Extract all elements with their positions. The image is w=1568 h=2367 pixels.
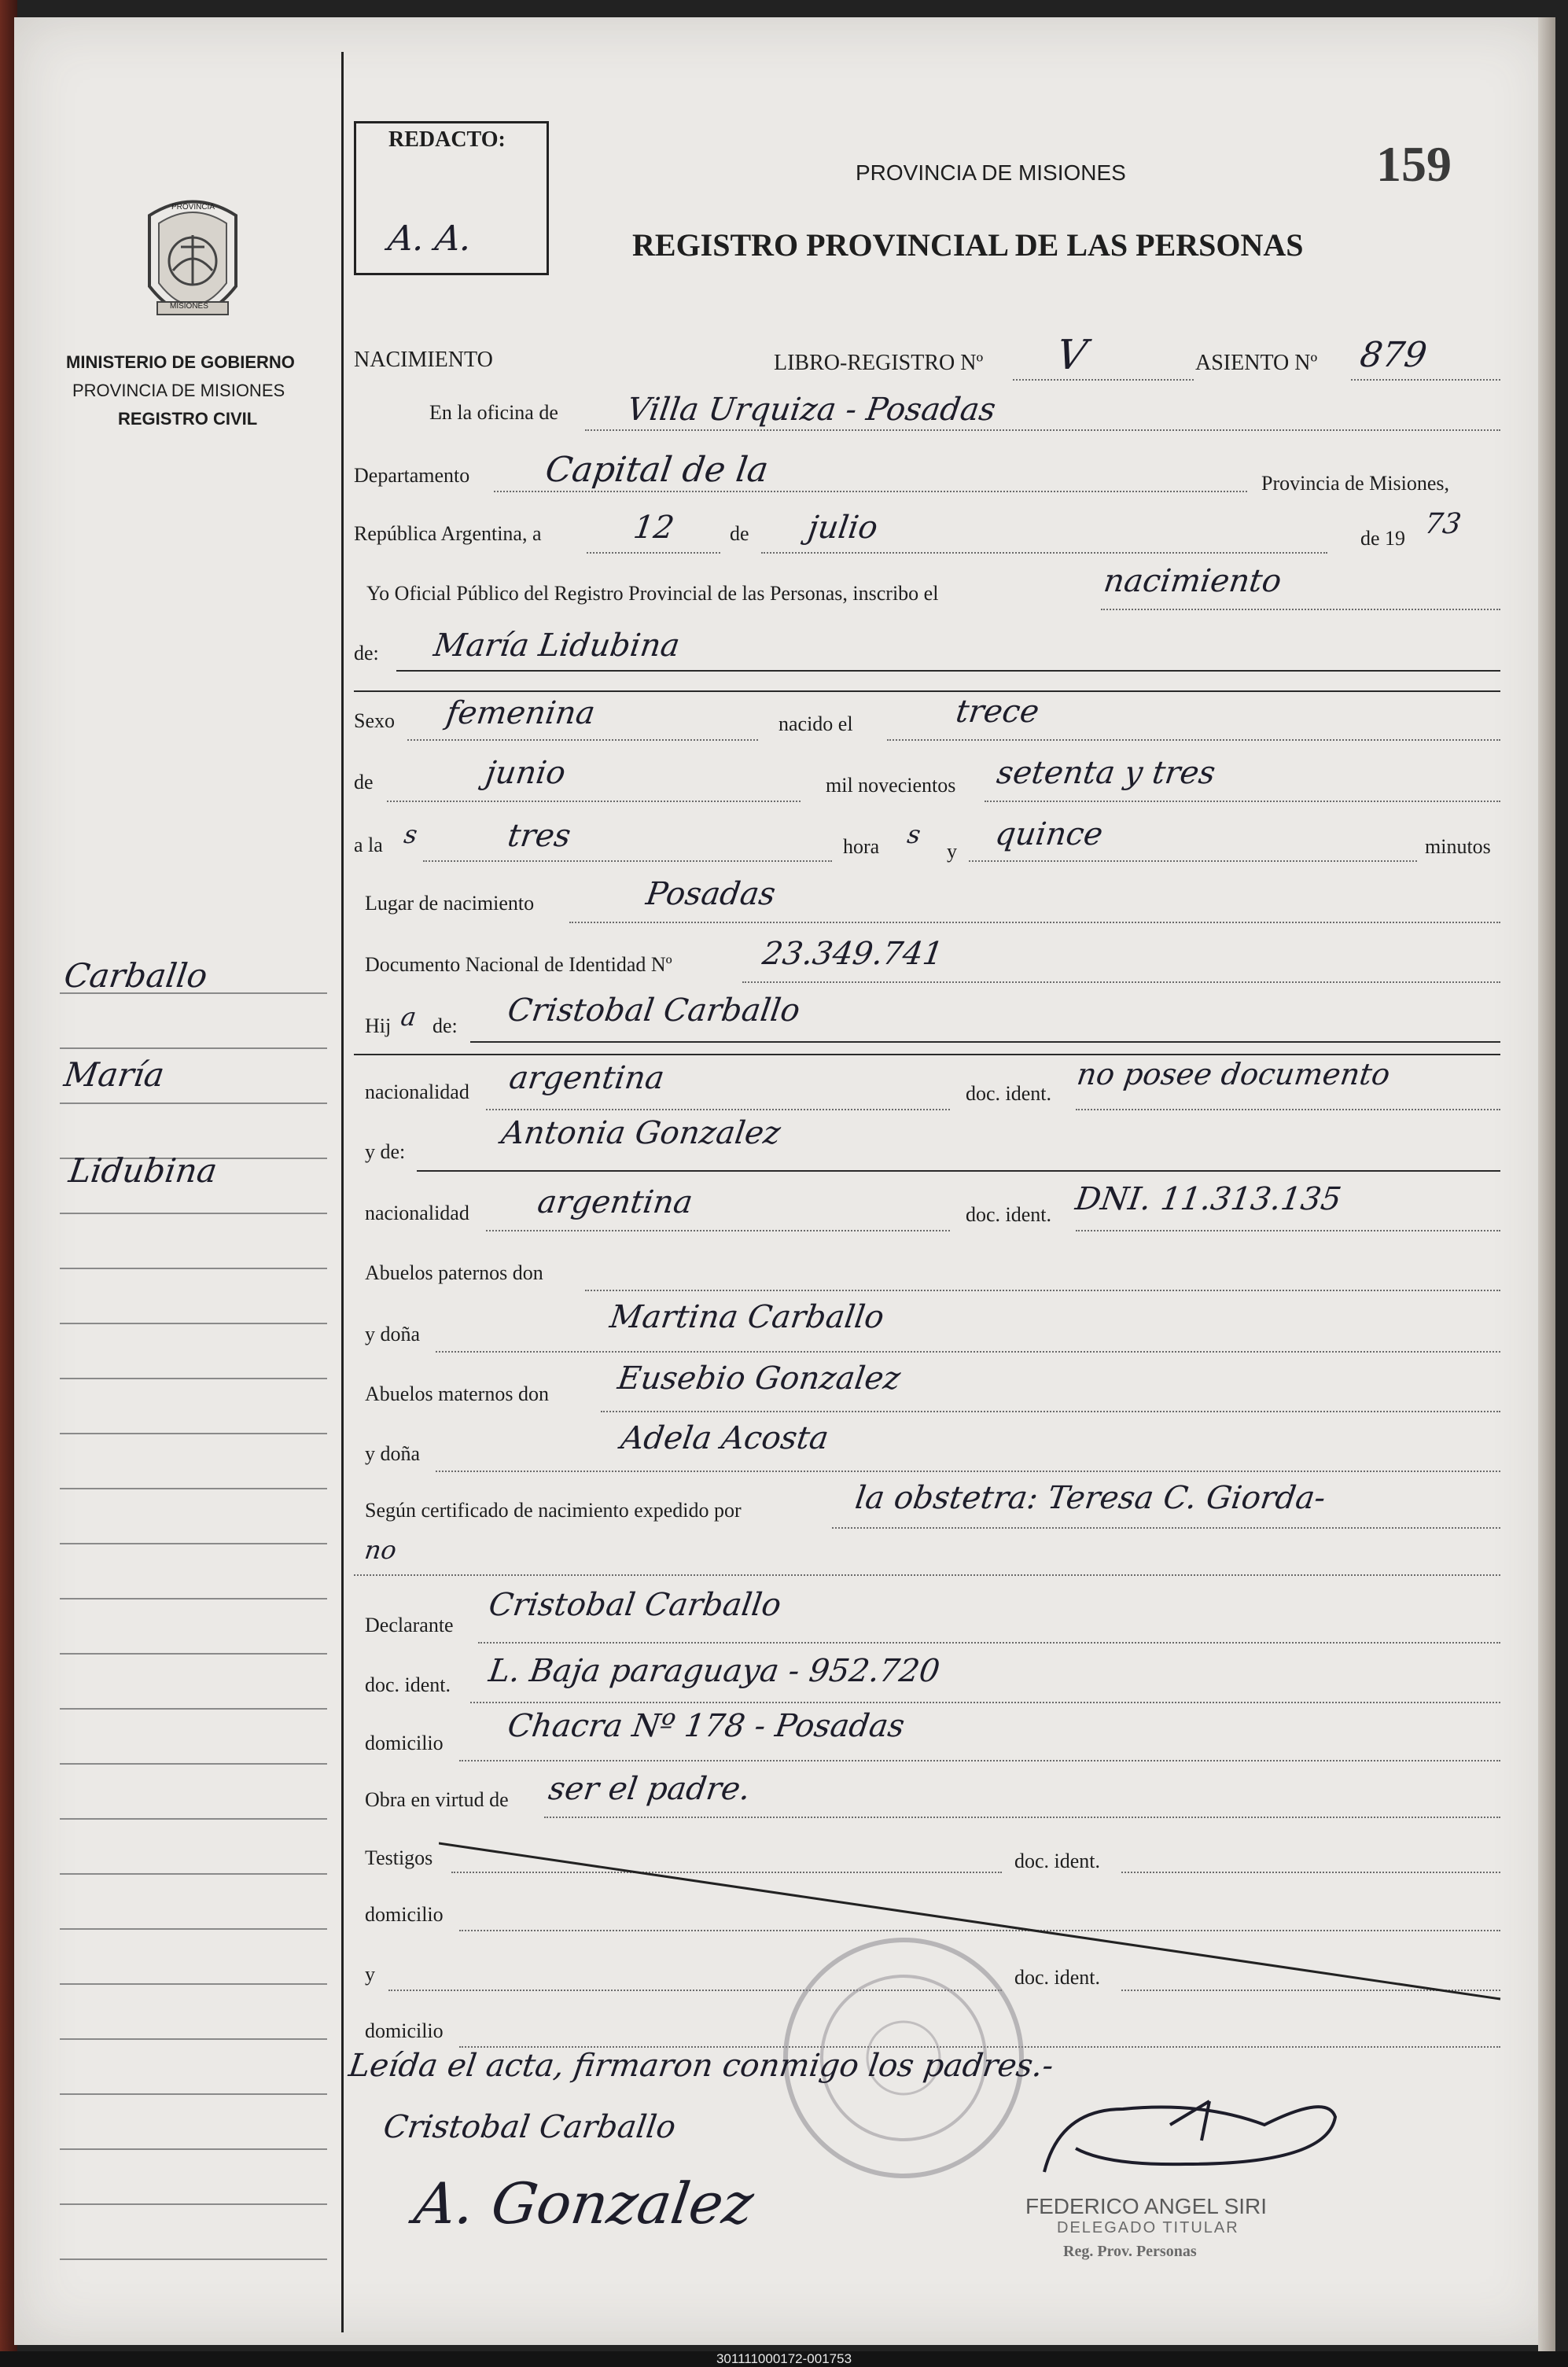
- departamento-label: Departamento: [354, 464, 470, 487]
- official-title: DELEGADO TITULAR: [1057, 2219, 1239, 2236]
- hora-value: tres: [505, 818, 573, 854]
- hij-suffix: a: [399, 1002, 418, 1032]
- de4-label: de:: [432, 1014, 458, 1037]
- domicilio-value: Chacra Nº 178 - Posadas: [505, 1708, 907, 1744]
- ydona-materna-label: y doña: [365, 1442, 421, 1465]
- mil-value: setenta y tres: [994, 755, 1218, 791]
- dni-label: Documento Nacional de Identidad Nº: [365, 953, 672, 976]
- yo-label: Yo Oficial Público del Registro Provincial de las Personas, inscribo el: [366, 582, 939, 605]
- anio-label: de 19: [1360, 527, 1406, 550]
- doc-decl-label: doc. ident.: [365, 1673, 451, 1696]
- y2-label: y: [365, 1963, 375, 1986]
- abuela-materna-value: Adela Acosta: [618, 1420, 831, 1456]
- yo-value: nacimiento: [1101, 563, 1284, 599]
- nacionalidad-padre-value: argentina: [506, 1060, 667, 1096]
- republica-label: República Argentina, a: [354, 522, 542, 545]
- abuelos-paternos-label: Abuelos paternos don: [365, 1261, 543, 1284]
- ala-value: s: [402, 819, 420, 849]
- dia-value: 12: [631, 510, 677, 546]
- doc-decl-value: L. Baja paraguaya - 952.720: [486, 1653, 942, 1689]
- testigos-doc-label: doc. ident.: [1014, 1850, 1101, 1872]
- domicilio2-label: domicilio: [365, 1903, 444, 1926]
- asiento-value: 879: [1357, 335, 1430, 375]
- sexo-label: Sexo: [354, 709, 395, 732]
- closing-statement: Leída el acta, firmaron conmigo los padres.-: [346, 2048, 1056, 2084]
- emblem-top-text: PROVINCIA: [171, 203, 215, 212]
- doc-madre-label: doc. ident.: [966, 1203, 1052, 1226]
- form-left-border: [341, 52, 344, 2332]
- page-number: 159: [1376, 136, 1452, 192]
- official-name: FEDERICO ANGEL SIRI: [1025, 2194, 1268, 2218]
- registry-title: REGISTRO PROVINCIAL DE LAS PERSONAS: [632, 227, 1304, 263]
- minutos-label: minutos: [1425, 835, 1491, 858]
- nacido-value: trece: [953, 694, 1042, 730]
- margin-name-line3: Lidubina: [66, 1151, 220, 1190]
- libro-label: LIBRO-REGISTRO Nº: [774, 351, 984, 375]
- segun-label: Según certificado de nacimiento expedido por: [365, 1499, 742, 1522]
- libro-value: V: [1053, 332, 1090, 379]
- province-heading: PROVINCIA DE MISIONES: [856, 160, 1126, 185]
- abuelos-maternos-label: Abuelos maternos don: [365, 1382, 549, 1405]
- mil-label: mil novecientos: [826, 774, 956, 797]
- official-office: Reg. Prov. Personas: [1063, 2243, 1197, 2260]
- ministry-line2: PROVINCIA DE MISIONES: [72, 381, 285, 400]
- de2-label: de:: [354, 642, 379, 664]
- hora-suffix: s: [905, 819, 923, 849]
- page-edge: [1538, 17, 1555, 2351]
- oficina-label: En la oficina de: [429, 401, 558, 424]
- ministry-line3: REGISTRO CIVIL: [118, 409, 258, 429]
- oficina-value: Villa Urquiza - Posadas: [624, 392, 998, 428]
- padre-value: Cristobal Carballo: [505, 992, 803, 1029]
- anio-value: 73: [1423, 508, 1463, 540]
- minutos-value: quince: [992, 816, 1106, 852]
- margin-name-line2: María: [61, 1055, 167, 1094]
- segun-value: la obstetra: Teresa C. Giorda-: [852, 1480, 1328, 1516]
- obra-value: ser el padre.: [546, 1771, 753, 1807]
- doc-padre-value: no posee documento: [1074, 1057, 1393, 1091]
- abuelo-materno-value: Eusebio Gonzalez: [615, 1360, 903, 1397]
- doc-madre-value: DNI. 11.313.135: [1073, 1181, 1344, 1217]
- domicilio3-label: domicilio: [365, 2019, 444, 2042]
- hora-label: hora: [843, 835, 880, 858]
- declarante-label: Declarante: [365, 1614, 454, 1636]
- redacto-label: REDACTO:: [388, 127, 506, 152]
- mes-nac-value: junio: [483, 755, 569, 791]
- ala-label: a la: [354, 834, 383, 856]
- y2-doc-label: doc. ident.: [1014, 1966, 1101, 1989]
- emblem-bottom-text: MISIONES: [170, 302, 208, 311]
- signature-father: Cristobal Carballo: [381, 2109, 679, 2145]
- redacto-value: A. A.: [385, 219, 475, 259]
- official-signature-icon: [1029, 2078, 1359, 2188]
- de3-label: de: [354, 771, 374, 793]
- y-label: y: [947, 840, 957, 863]
- nombre-value: María Lidubina: [431, 628, 683, 664]
- margin-name-line1: Carballo: [61, 956, 210, 995]
- nacionalidad-padre-label: nacionalidad: [365, 1080, 469, 1103]
- declarante-value: Cristobal Carballo: [486, 1587, 784, 1623]
- nacionalidad-madre-label: nacionalidad: [365, 1202, 469, 1224]
- document-page: [14, 17, 1555, 2345]
- segun-value-cont: no: [363, 1535, 399, 1565]
- domicilio-label: domicilio: [365, 1732, 444, 1754]
- yde-label: y de:: [365, 1140, 406, 1163]
- ydona-paterna-label: y doña: [365, 1323, 421, 1345]
- dni-value: 23.349.741: [760, 936, 946, 972]
- nacionalidad-madre-value: argentina: [535, 1184, 695, 1220]
- doc-padre-label: doc. ident.: [966, 1082, 1052, 1105]
- ministry-line1: MINISTERIO DE GOBIERNO: [66, 352, 295, 372]
- mes-value: julio: [805, 510, 881, 546]
- signature-mother: A. Gonzalez: [410, 2170, 758, 2236]
- departamento-value: Capital de la: [543, 450, 771, 490]
- lugar-label: Lugar de nacimiento: [365, 892, 535, 915]
- provincia-suffix: Provincia de Misiones,: [1261, 472, 1450, 495]
- asiento-label: ASIENTO Nº: [1195, 351, 1318, 375]
- abuela-paterna-value: Martina Carballo: [607, 1299, 887, 1335]
- de-label: de: [730, 522, 749, 545]
- province-emblem-icon: [134, 192, 252, 341]
- scan-id-footer: 301111000172-001753: [0, 2351, 1568, 2367]
- nacido-label: nacido el: [778, 712, 853, 735]
- madre-value: Antonia Gonzalez: [499, 1115, 783, 1151]
- lugar-value: Posadas: [643, 876, 778, 912]
- testigos-label: Testigos: [365, 1846, 433, 1869]
- obra-label: Obra en virtud de: [365, 1788, 509, 1811]
- sexo-value: femenina: [444, 695, 598, 731]
- nacimiento-label: NACIMIENTO: [354, 348, 493, 372]
- hij-label: Hij: [365, 1014, 392, 1037]
